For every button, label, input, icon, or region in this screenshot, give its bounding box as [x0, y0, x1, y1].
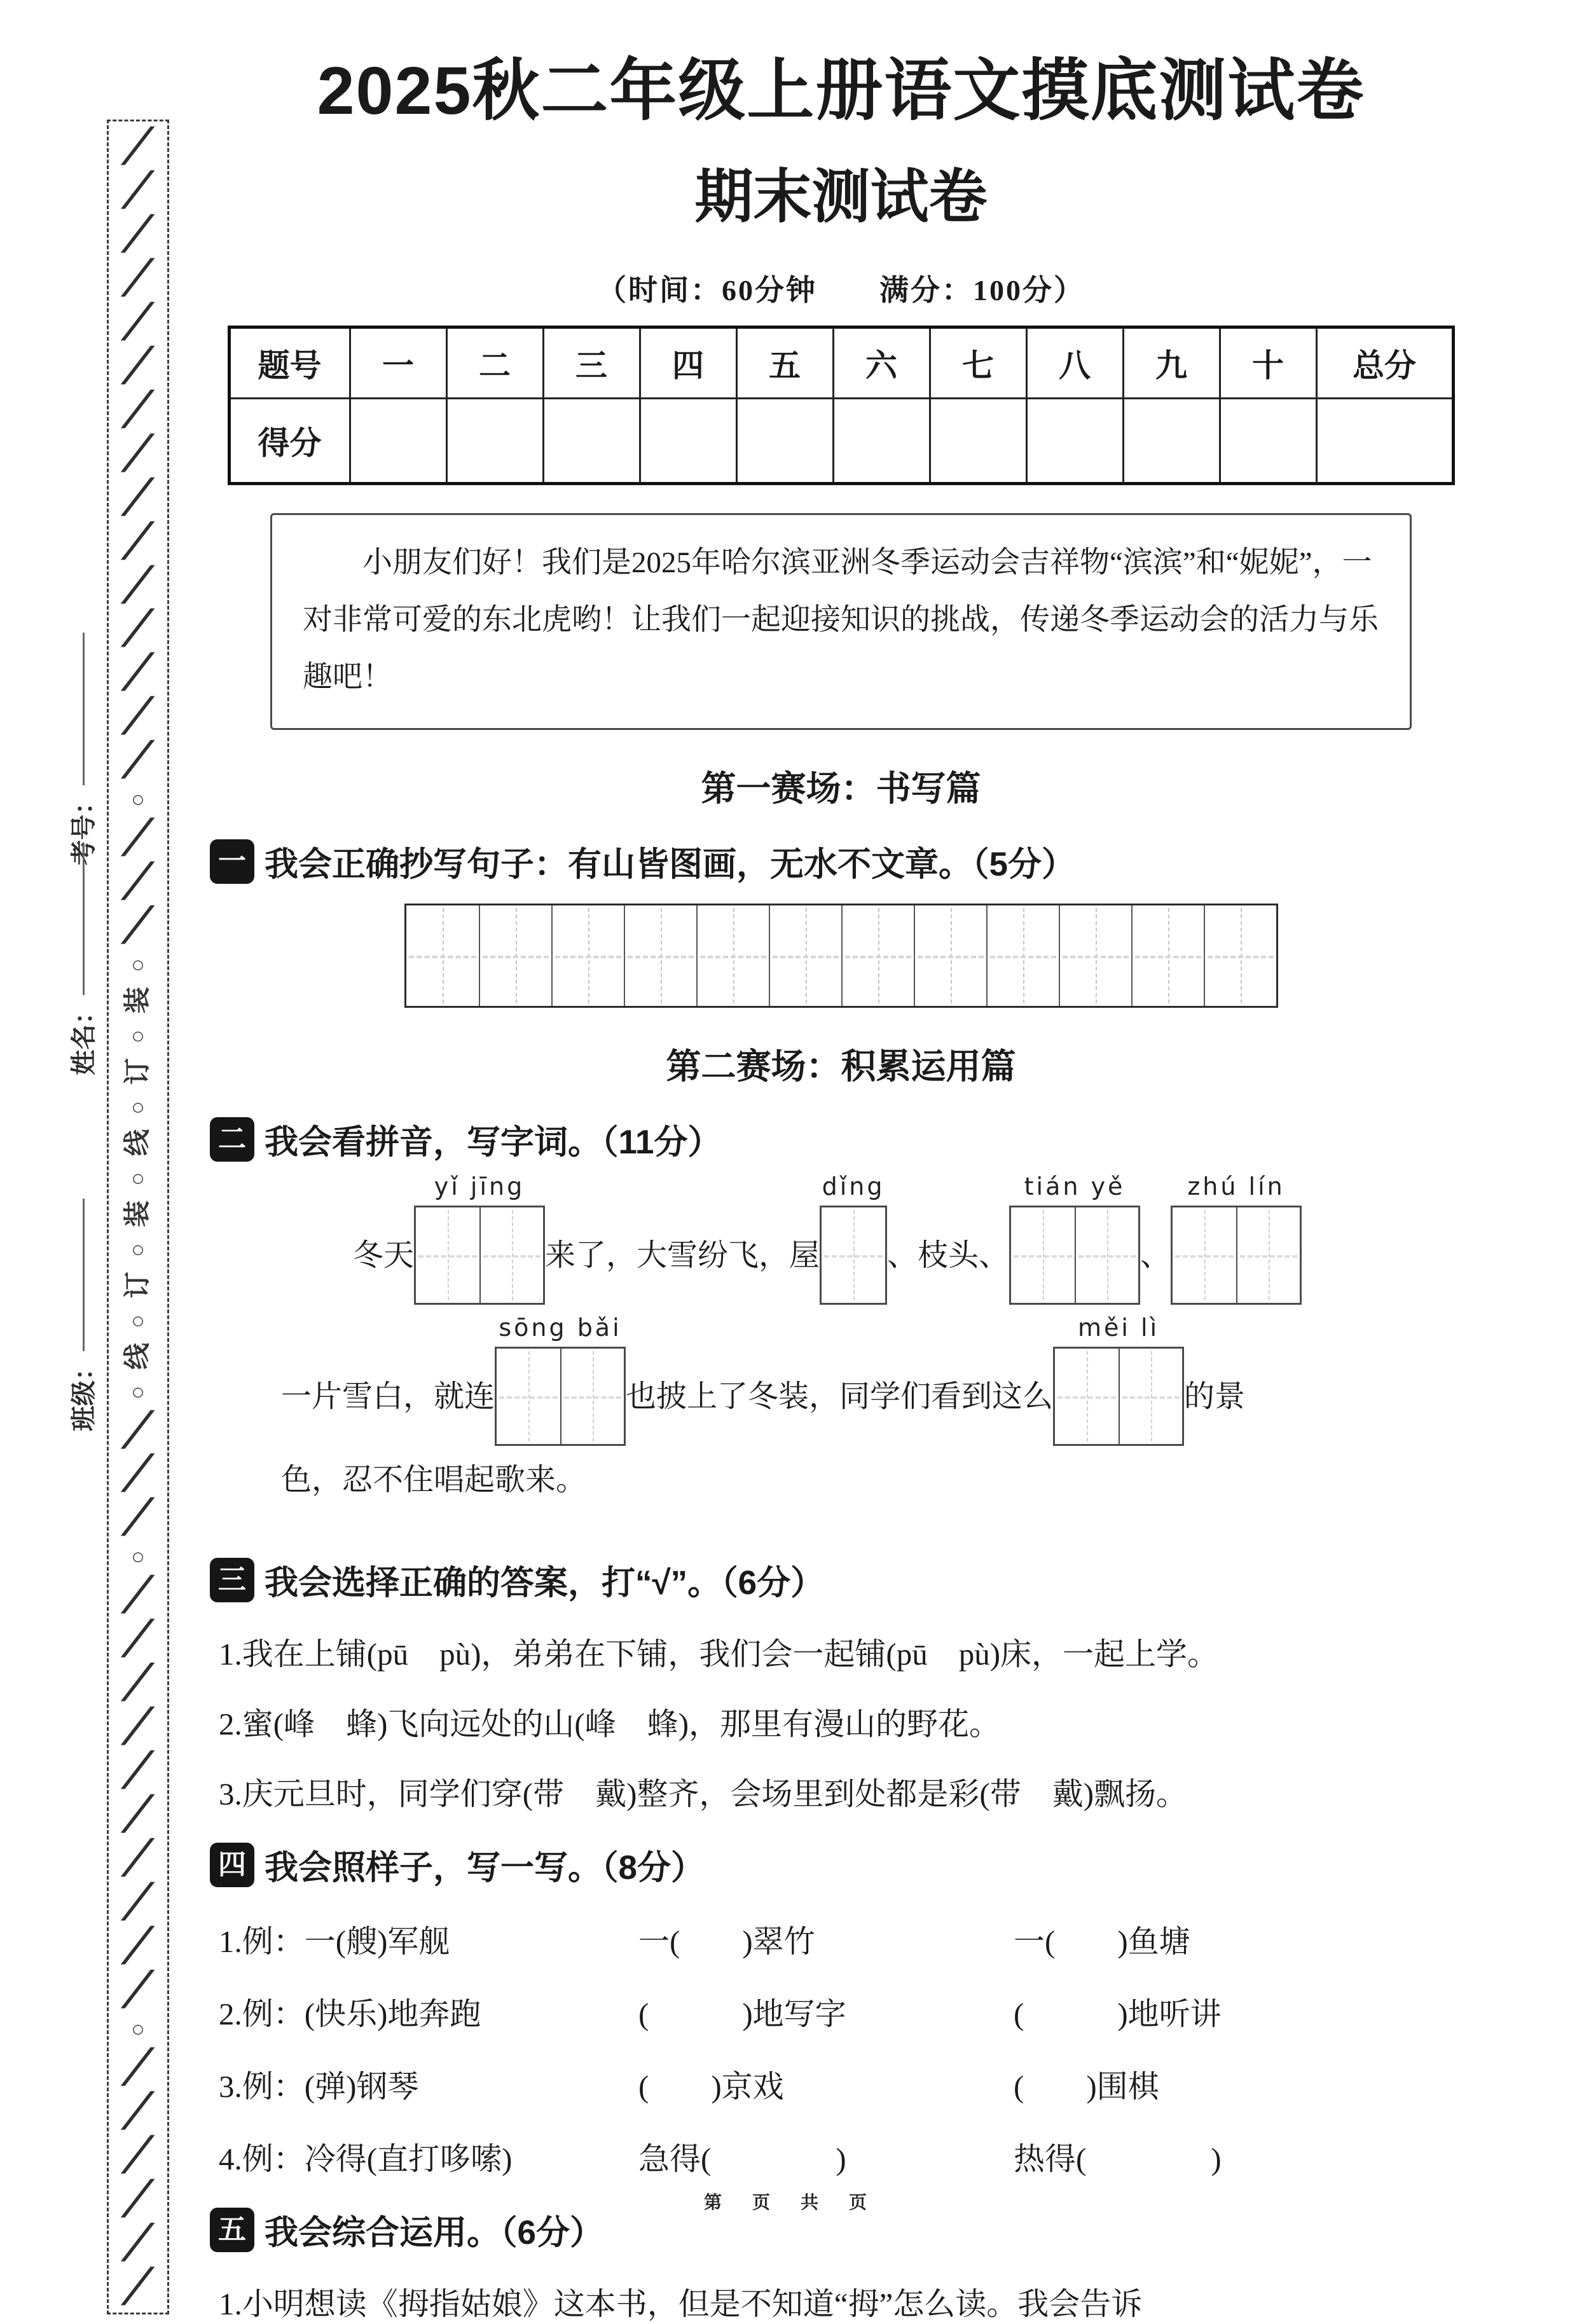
- fill-by-example-cell: 1.例：一(艘)军舰: [219, 1923, 450, 1959]
- hatch-mark: ╱: [123, 2093, 153, 2129]
- hatch-mark: ╱: [123, 1927, 153, 1964]
- choose-answer-item: 3.庆元旦时，同学们穿(带 戴)整齐，会场里到处都是彩(带 戴)飘扬。: [219, 1776, 1188, 1812]
- hatch-mark: ╱: [123, 698, 153, 735]
- fill-by-example-cell: 3.例：(弹)钢琴: [219, 2068, 419, 2104]
- score-table-header-cell: 八: [1026, 327, 1123, 399]
- hatch-mark: ╱: [123, 2268, 153, 2305]
- answer-box-group: [495, 1347, 626, 1446]
- score-table-header-cell: 九: [1123, 327, 1220, 399]
- score-table-header-cell: 三: [543, 327, 640, 399]
- hatch-mark: ╱: [123, 479, 153, 516]
- hatch-mark: ╱: [123, 303, 153, 340]
- fill-by-example-cell: 热得( ): [1014, 2141, 1222, 2176]
- score-table-header-cell: 十: [1220, 327, 1316, 399]
- answer-box-cell: [1011, 1207, 1075, 1303]
- writing-grid-cell: [1059, 905, 1131, 1006]
- seal-character: 线: [123, 1129, 153, 1156]
- main-content: [210, 25, 1472, 2324]
- hatch-mark: ╱: [123, 1971, 153, 2008]
- score-empty-cell: [930, 399, 1026, 484]
- score-table-header-cell: 题号: [229, 327, 350, 399]
- hatch-mark: ╱: [123, 654, 153, 691]
- fill-by-example-cell: 一( )翠竹: [638, 1923, 815, 1959]
- hatch-mark: ╱: [123, 863, 153, 900]
- hatch-mark: ╱: [123, 1665, 153, 1702]
- pinyin-line: [210, 1172, 1472, 1305]
- hatch-mark: ╱: [123, 820, 153, 856]
- answer-box-cell: [497, 1349, 560, 1444]
- question-4-title: 我会照样子，写一写。（8分）: [265, 1848, 705, 1887]
- sentence-fragment: 、枝头、: [887, 1238, 1010, 1272]
- score-table-header-cell: 总分: [1316, 327, 1453, 399]
- sentence-fragment: 也披上了冬装，同学们看到这么: [626, 1379, 1054, 1413]
- sentence-fragment: 的景: [1184, 1379, 1246, 1413]
- pinyin-label: sōng bǎi: [499, 1313, 622, 1342]
- seal-circle-mark: ○: [131, 1236, 145, 1262]
- hatch-mark: ╱: [123, 172, 153, 209]
- seal-circle-mark: ○: [131, 1165, 145, 1191]
- score-empty-cell: [1220, 399, 1316, 484]
- score-empty-cell: [1123, 399, 1220, 484]
- hatch-mark: ╱: [123, 435, 153, 472]
- pinyin-label: dǐng: [822, 1172, 885, 1200]
- writing-grid-cell: [1131, 905, 1204, 1006]
- fill-by-example-cell: 2.例：(快乐)地奔跑: [219, 1996, 481, 2032]
- score-table: [228, 326, 1455, 485]
- comprehensive-use-items: [210, 2279, 1472, 2324]
- writing-grid-cell: [1204, 905, 1276, 1006]
- score-table-header-cell: 二: [446, 327, 543, 399]
- hatch-mark: ╱: [123, 1840, 153, 1877]
- seal-circle-mark: ○: [131, 787, 145, 813]
- sentence-fragment: 色，忍不住唱起歌来。: [281, 1462, 587, 1497]
- question-3-title: 我会选择正确的答案，打“√”。（6分）: [265, 1564, 825, 1602]
- sentence-fragment: 冬天: [353, 1238, 415, 1272]
- score-empty-cell: [640, 399, 736, 484]
- writing-grid-cell: [551, 905, 624, 1006]
- answer-box-cell: [1055, 1349, 1119, 1444]
- hatch-mark: ╱: [123, 1499, 153, 1536]
- sentence-fragment: 一片雪白，就连: [281, 1379, 495, 1413]
- pinyin-label: yǐ jīng: [434, 1172, 525, 1200]
- answer-box-cell: [560, 1349, 624, 1444]
- intro-box: 小朋友们好！我们是2025年哈尔滨亚洲冬季运动会吉祥物“滨滨”和“妮妮”，一对非常可爱的东北虎哟！让我们一起迎接知识的挑战，传递冬季运动会的活力与乐趣吧！: [270, 513, 1412, 730]
- fill-by-example-row: [210, 2062, 1472, 2107]
- answer-box-group: [1171, 1206, 1302, 1305]
- writing-grid-cell: [914, 905, 986, 1006]
- score-empty-cell: [736, 399, 833, 484]
- writing-grid-cell: [696, 905, 769, 1006]
- score-table-header-cell: 一: [350, 327, 446, 399]
- pinyin-answer-blank: [1053, 1314, 1184, 1446]
- hatch-mark: ╱: [123, 1412, 153, 1448]
- answer-box-cell: [416, 1207, 479, 1303]
- seal-circle-mark: ○: [131, 952, 145, 978]
- pinyin-line: [210, 1455, 1472, 1529]
- score-empty-cell: [1026, 399, 1123, 484]
- score-empty-cell: [350, 399, 446, 484]
- score-empty-cell: [543, 399, 640, 484]
- exam-meta-line: （时间：60分钟 满分：100分）: [597, 274, 1085, 306]
- question-2-header: [210, 1115, 1472, 1164]
- writing-grid-cell: [406, 905, 479, 1006]
- choose-answer-item: 1.我在上铺(pū pù)，弟弟在下铺，我们会一起铺(pū pù)床，一起上学。: [219, 1636, 1219, 1672]
- pinyin-answer-blank: [495, 1314, 626, 1446]
- seal-circle-mark: ○: [131, 2016, 145, 2042]
- pinyin-answer-blank: [1171, 1172, 1302, 1305]
- pinyin-answer-blank: [820, 1172, 887, 1305]
- score-table-header-row: [229, 327, 1453, 399]
- hatch-mark: ╱: [123, 2180, 153, 2217]
- pinyin-label: zhú lín: [1187, 1172, 1285, 1200]
- answer-box-group: [1053, 1347, 1184, 1446]
- seal-character: 装: [123, 987, 153, 1014]
- hatch-mark: ╱: [123, 391, 153, 428]
- score-empty-cell: [833, 399, 930, 484]
- score-table-score-row: [229, 399, 1453, 484]
- pinyin-fill-lines: [210, 1172, 1472, 1529]
- score-table-header-cell: 四: [640, 327, 736, 399]
- answer-box-group: [414, 1206, 545, 1305]
- seal-circle-mark: ○: [131, 1307, 145, 1333]
- student-field-blank-line: [78, 842, 85, 995]
- hatch-mark: ╱: [123, 1621, 153, 1658]
- fill-by-example-cell: ( )地写字: [638, 1996, 846, 2032]
- hatch-mark: ╱: [123, 216, 153, 252]
- score-row-label-cell: 得分: [229, 399, 350, 484]
- pinyin-answer-blank: [414, 1172, 545, 1305]
- copy-sentence-writing-grid: [404, 904, 1278, 1008]
- fill-by-example-row: [210, 2135, 1472, 2179]
- hatch-mark: ╱: [123, 610, 153, 647]
- pinyin-label: tián yě: [1024, 1172, 1126, 1200]
- answer-box-cell: [1236, 1207, 1300, 1303]
- fill-by-example-cell: 一( )鱼塘: [1014, 1923, 1190, 1959]
- question-1-number-badge: 一: [210, 839, 254, 884]
- fill-by-example-rows: [210, 1917, 1472, 2179]
- section-title-2: 第二赛场：积累运用篇: [666, 1046, 1016, 1086]
- page-title: 2025秋二年级上册语文摸底测试卷: [317, 53, 1365, 128]
- comprehensive-use-item: 1.小明想读《拇指姑娘》这本书，但是不知道“拇”怎么读。我会告诉: [219, 2286, 1143, 2321]
- hatch-mark: ╱: [123, 1709, 153, 1745]
- answer-box-group: [1009, 1206, 1140, 1305]
- question-5-number-badge: 五: [210, 2208, 254, 2252]
- fill-by-example-row: [210, 1917, 1472, 1962]
- seal-binding-strip: [107, 120, 169, 2314]
- question-4-number-badge: 四: [210, 1843, 254, 1887]
- question-2-number-badge: 二: [210, 1117, 254, 1162]
- writing-grid-cell: [769, 905, 841, 1006]
- score-empty-cell: [1316, 399, 1453, 484]
- student-field-blank-line: [78, 1199, 85, 1351]
- pinyin-label: měi lì: [1077, 1313, 1160, 1342]
- hatch-mark: ╱: [123, 907, 153, 944]
- writing-grid-cell: [479, 905, 551, 1006]
- answer-box-cell: [479, 1207, 543, 1303]
- pinyin-answer-blank: [1009, 1172, 1140, 1305]
- question-5-title: 我会综合运用。（6分）: [265, 2213, 603, 2252]
- hatch-mark: ╱: [123, 1752, 153, 1789]
- seal-character: 线: [123, 1342, 153, 1370]
- seal-circle-mark: ○: [131, 1023, 145, 1049]
- hatch-mark: ╱: [123, 2224, 153, 2261]
- hatch-mark: ╱: [123, 1455, 153, 1492]
- question-3-header: [210, 1556, 1472, 1604]
- seal-circle-mark: ○: [131, 1544, 145, 1570]
- sentence-fragment: 、: [1140, 1238, 1171, 1272]
- seal-circle-mark: ○: [131, 1379, 145, 1405]
- fill-by-example-cell: 急得( ): [638, 2141, 846, 2176]
- fill-by-example-cell: ( )围棋: [1014, 2068, 1159, 2104]
- score-table-header-cell: 五: [736, 327, 833, 399]
- pinyin-line: [210, 1314, 1472, 1446]
- writing-grid-cell: [841, 905, 914, 1006]
- choose-answer-items: [210, 1630, 1472, 1814]
- answer-box-cell: [1075, 1207, 1138, 1303]
- fill-by-example-row: [210, 1990, 1472, 2034]
- hatch-mark: ╱: [123, 128, 153, 165]
- answer-box-cell: [822, 1207, 885, 1303]
- fill-by-example-cell: ( )京戏: [638, 2068, 784, 2104]
- choose-answer-item: 2.蜜(峰 蜂)飞向远处的山(峰 蜂)，那里有漫山的野花。: [219, 1706, 1001, 1742]
- hatch-mark: ╱: [123, 567, 153, 603]
- seal-character: 订: [123, 1057, 153, 1085]
- student-field-label: 姓名：: [69, 999, 98, 1075]
- section-title-1: 第一赛场：书写篇: [701, 768, 981, 808]
- fill-by-example-cell: ( )地听讲: [1014, 1996, 1222, 2032]
- hatch-mark: ╱: [123, 1796, 153, 1833]
- question-4-header: [210, 1841, 1472, 1889]
- fill-by-example-cell: 4.例：冷得(直打哆嗦): [219, 2141, 513, 2176]
- page-footer: 第 页 共 页: [703, 2193, 873, 2213]
- hatch-mark: ╱: [123, 259, 153, 296]
- question-2-title: 我会看拼音，写字词。（11分）: [265, 1123, 722, 1161]
- student-field-2: [67, 1152, 96, 1431]
- hatch-mark: ╱: [123, 1577, 153, 1614]
- page-subtitle: 期末测试卷: [694, 165, 988, 230]
- writing-grid-cell: [624, 905, 696, 1006]
- score-table-header-cell: 六: [833, 327, 930, 399]
- score-empty-cell: [446, 399, 543, 484]
- writing-grid-cell: [986, 905, 1059, 1006]
- answer-box-cell: [1119, 1349, 1182, 1444]
- seal-circle-mark: ○: [131, 1094, 145, 1120]
- question-3-number-badge: 三: [210, 1558, 254, 1602]
- seal-character: 订: [123, 1271, 153, 1298]
- hatch-mark: ╱: [123, 1883, 153, 1920]
- student-field-blank-line: [78, 633, 85, 785]
- seal-character: 装: [123, 1200, 153, 1227]
- hatch-mark: ╱: [123, 2136, 153, 2173]
- question-1-header: [210, 837, 1472, 886]
- question-1-title: 我会正确抄写句子：有山皆图画，无水不文章。（5分）: [265, 845, 1075, 883]
- hatch-mark: ╱: [123, 2049, 153, 2086]
- student-field-label: 考号：: [69, 789, 98, 865]
- answer-box-group: [820, 1206, 887, 1305]
- student-field-1: [67, 795, 96, 1075]
- hatch-mark: ╱: [123, 347, 153, 384]
- hatch-mark: ╱: [123, 742, 153, 779]
- answer-box-cell: [1173, 1207, 1236, 1303]
- student-field-label: 班级：: [69, 1355, 98, 1431]
- sentence-fragment: 来了，大雪纷飞，屋: [545, 1238, 820, 1272]
- score-table-header-cell: 七: [930, 327, 1026, 399]
- hatch-mark: ╱: [123, 523, 153, 560]
